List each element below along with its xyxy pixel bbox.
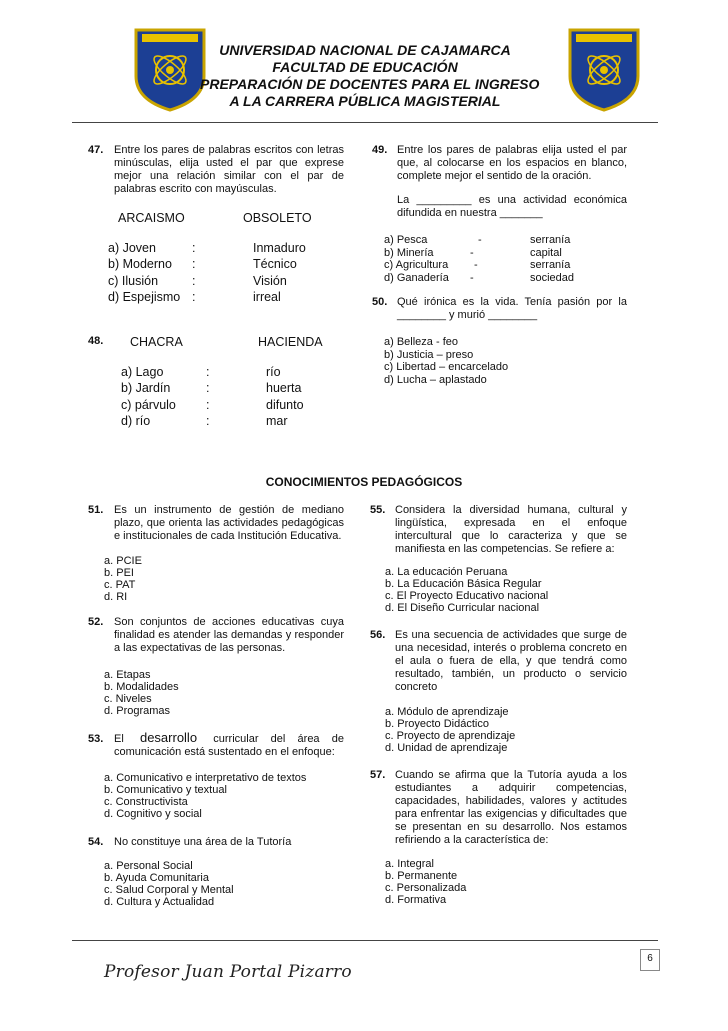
option: a. Comunicativo e interpretativo de textos	[104, 772, 307, 784]
option-separator: :	[192, 274, 196, 288]
option-separator: -	[470, 246, 474, 259]
option: c. Proyecto de aprendizaje	[385, 730, 516, 742]
option-label: d) río	[121, 414, 151, 428]
university-crest-left	[132, 26, 208, 112]
q48-pair-left: CHACRA	[130, 335, 183, 349]
option-separator: -	[470, 271, 474, 284]
option-value: mar	[266, 414, 288, 428]
option: a. Módulo de aprendizaje	[385, 706, 509, 718]
option-value: sociedad	[530, 271, 575, 284]
question-text: Es una secuencia de actividades que surge de una necesidad, interés o problema concreto en el aula o fuera de ella, y que tendrá como resultado, también, un producto o servicio concreto	[395, 629, 627, 693]
question-number: 57.	[370, 769, 386, 781]
option-value: Visión	[253, 274, 287, 288]
option-label: d) Ganadería	[384, 271, 449, 284]
option-value: capital	[530, 246, 562, 259]
option-label: b) Minería	[384, 246, 434, 259]
option: a. Integral	[385, 858, 434, 870]
option-separator: :	[192, 241, 196, 255]
q49-sentence	[397, 194, 627, 220]
question-sentence: La _________ es una actividad económica difundida en nuestra _______	[397, 194, 627, 219]
question-text: Es un instrumento de gestión de mediano plazo, que orienta las actividades pedagógicas e institucionales de cada Institución Educativa.	[114, 504, 344, 542]
header-divider	[72, 122, 658, 123]
option-separator: :	[206, 365, 210, 379]
question-number: 51.	[88, 504, 104, 516]
question-text-b: desarrollo	[139, 730, 198, 745]
question-number: 49.	[372, 144, 388, 156]
option: b. Permanente	[385, 870, 458, 882]
header-line-1: UNIVERSIDAD NACIONAL DE CAJAMARCA	[219, 42, 511, 58]
question-49	[372, 144, 627, 183]
option-separator: :	[206, 398, 210, 412]
option: a. Personal Social	[104, 860, 193, 872]
option: c. PAT	[104, 579, 136, 591]
question-53	[90, 731, 344, 759]
option-label: c) párvulo	[121, 398, 176, 412]
question-text: Considera la diversidad humana, cultural y lingüística, expresada en el enfoque intercultural que lo caracteriza y que se manifiesta en las competencias. Se refiere a:	[395, 504, 627, 555]
question-number: 53.	[88, 733, 104, 745]
option: b. Proyecto Didáctico	[385, 718, 489, 730]
option-value: río	[266, 365, 281, 379]
option: d) Lucha – aplastado	[384, 373, 487, 386]
option-separator: :	[206, 381, 210, 395]
option: b. Comunicativo y textual	[104, 784, 227, 796]
q48-pair-right: HACIENDA	[258, 335, 323, 349]
option: c. Niveles	[104, 693, 152, 705]
question-number: 54.	[88, 836, 104, 848]
option-value: irreal	[253, 290, 281, 304]
university-crest-right	[566, 26, 642, 112]
option: c) Libertad – encarcelado	[384, 361, 509, 373]
question-57	[370, 769, 627, 847]
option: b. PEI	[104, 567, 134, 579]
option: d. RI	[104, 591, 128, 603]
option-label: c) Agricultura	[384, 259, 449, 271]
option-value: Técnico	[253, 257, 297, 271]
question-56	[370, 629, 627, 694]
option-label: a) Lago	[121, 365, 164, 379]
author-signature: Profesor Juan Portal Pizarro	[104, 962, 352, 982]
question-51	[90, 504, 344, 543]
option-separator: :	[206, 414, 210, 428]
option: b. Ayuda Comunitaria	[104, 872, 209, 884]
question-number: 55.	[370, 504, 386, 516]
option-label: a) Joven	[108, 241, 156, 255]
option-value: difunto	[266, 398, 304, 412]
question-number: 50.	[372, 296, 388, 308]
question-52	[90, 616, 344, 655]
question-text: Son conjuntos de acciones educativas cuya finalidad es atender las demandas y responder a las expectativas de las personas.	[114, 616, 344, 654]
option: d. Cognitivo y social	[104, 808, 202, 820]
header-line-2: FACULTAD DE EDUCACIÓN	[272, 59, 458, 75]
question-text: Qué irónica es la vida. Tenía pasión por la ________ y murió ________	[397, 296, 627, 321]
question-48-number: 48.	[88, 335, 104, 347]
question-text: No constituye una área de la Tutoría	[114, 836, 292, 848]
option-label: b) Jardín	[121, 381, 171, 395]
question-text-c: curricular del área de comunicación está sustentado en el enfoque:	[114, 733, 344, 758]
option: c. El Proyecto Educativo nacional	[385, 590, 549, 602]
option: d. Programas	[104, 705, 171, 717]
option: b. La Educación Básica Regular	[385, 578, 542, 590]
option: c. Salud Corporal y Mental	[104, 884, 234, 896]
option-value: Inmaduro	[253, 241, 306, 255]
question-55	[370, 504, 627, 556]
option-label: b) Moderno	[108, 257, 172, 271]
option-label: d) Espejismo	[108, 290, 181, 304]
option: d. Formativa	[385, 894, 447, 906]
option-separator: -	[474, 259, 478, 271]
option: c. Constructivista	[104, 796, 188, 808]
question-number: 47.	[88, 144, 104, 156]
footer-divider	[72, 940, 658, 941]
question-47	[90, 144, 344, 196]
option-value: huerta	[266, 381, 302, 395]
option: c. Personalizada	[385, 882, 467, 894]
q47-pair-right: OBSOLETO	[243, 211, 312, 225]
option: a. La educación Peruana	[385, 566, 508, 578]
option: a. PCIE	[104, 555, 142, 567]
option: a) Belleza - feo	[384, 336, 458, 348]
question-number: 56.	[370, 629, 386, 641]
question-text: Entre los pares de palabras escritos con letras minúsculas, elija usted el par que exprese mejor una relación similar con el par de palabras escrito con mayúsculas.	[114, 144, 344, 195]
question-54	[90, 836, 344, 849]
option: a. Etapas	[104, 669, 151, 681]
option: d. Unidad de aprendizaje	[385, 742, 508, 754]
option-value: serranía	[530, 259, 571, 271]
document-header	[200, 42, 540, 110]
option: b. Modalidades	[104, 681, 179, 693]
option-value: serranía	[530, 234, 571, 246]
question-text-a: El	[114, 733, 124, 745]
section-title: CONOCIMIENTOS PEDAGÓGICOS	[265, 475, 463, 489]
header-line-4: A LA CARRERA PÚBLICA MAGISTERIAL	[229, 93, 501, 109]
header-line-3: PREPARACIÓN DE DOCENTES PARA EL INGRESO	[200, 76, 540, 92]
question-50	[372, 296, 627, 322]
q47-pair-left: ARCAISMO	[118, 211, 185, 225]
question-number: 52.	[88, 616, 104, 628]
page-number: 6	[640, 949, 660, 971]
option-separator: :	[192, 290, 196, 304]
option-separator: :	[192, 257, 196, 271]
option: b) Justicia – preso	[384, 348, 474, 361]
option-label: c) Ilusión	[108, 274, 159, 288]
question-text: Cuando se afirma que la Tutoría ayuda a los estudiantes a adquirir competencias, capacidades, habilidades, valores y actitudes para enfrentar las exigencias y dificultades que se presentan en su desarrollo. Nos estamos refiriendo a la característica de:	[395, 769, 627, 846]
option: d. El Diseño Curricular nacional	[385, 602, 540, 614]
option-label: a) Pesca	[384, 234, 428, 246]
option-separator: -	[478, 234, 482, 246]
option: d. Cultura y Actualidad	[104, 896, 215, 908]
question-text: Entre los pares de palabras elija usted el par que, al colocarse en los espacios en blanco, complete mejor el sentido de la oración.	[397, 144, 627, 182]
